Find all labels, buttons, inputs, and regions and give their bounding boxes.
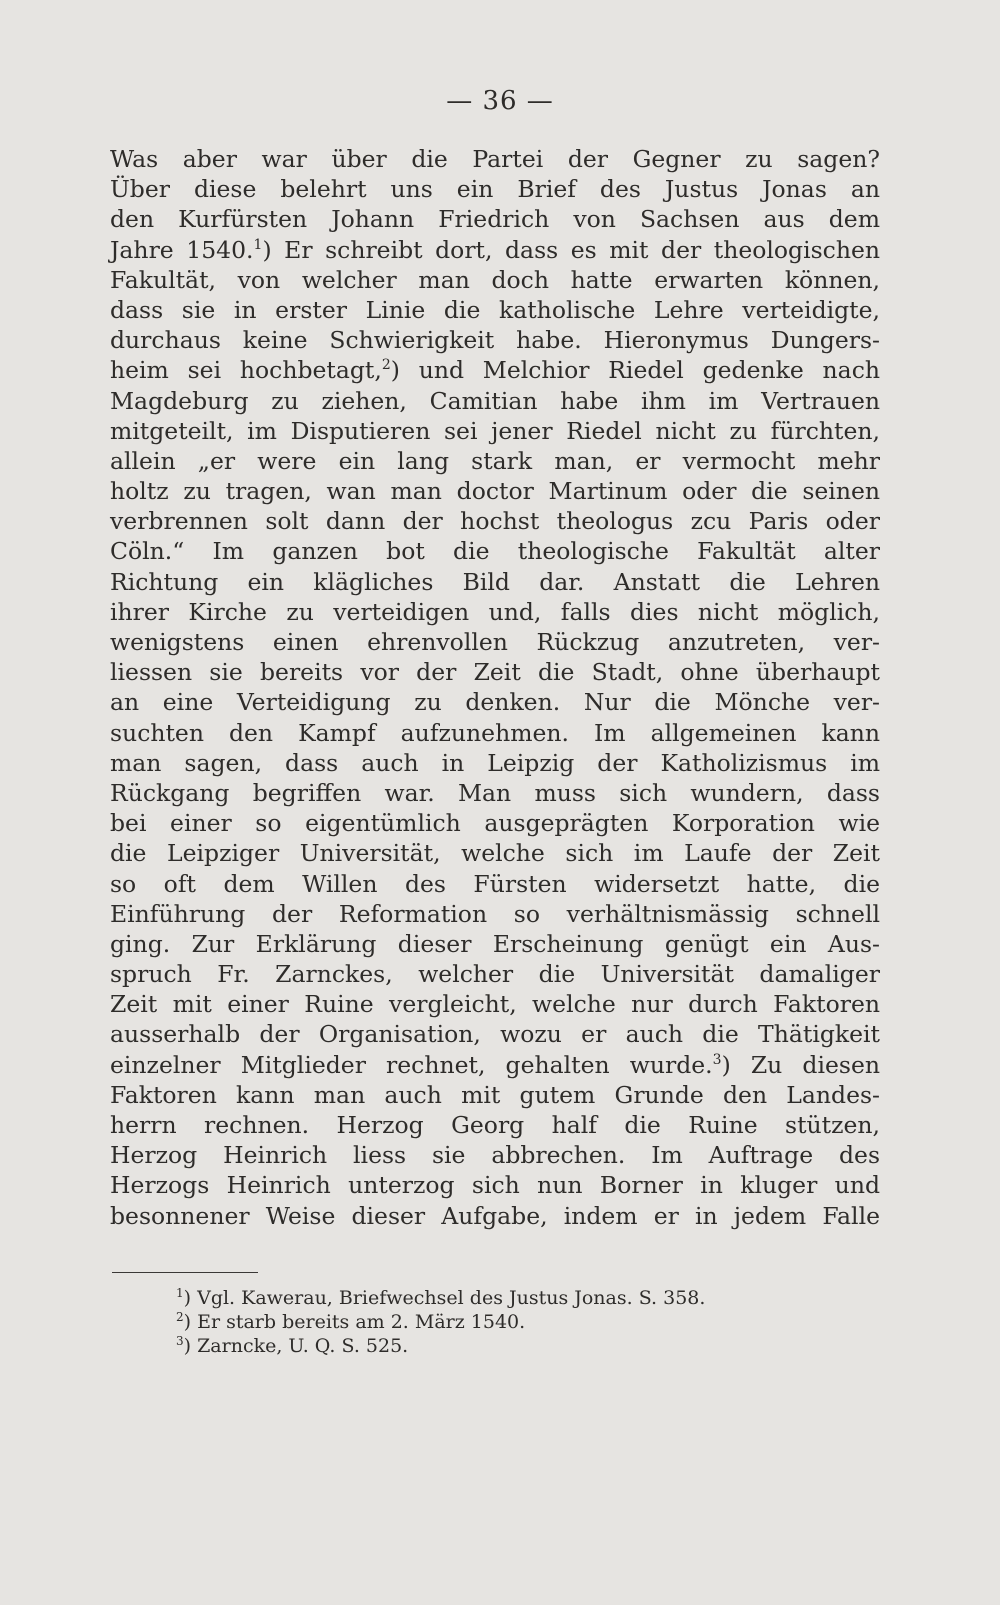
text-line — [110, 174, 880, 204]
text-line — [110, 446, 880, 476]
line-text: Richtung ein klägliches Bild dar. Anstatt die Lehren — [110, 567, 880, 596]
line-text: liessen sie bereits vor der Zeit die Stadt, ohne überhaupt — [110, 658, 880, 687]
text-line — [110, 808, 880, 838]
line-text: Jahre 1540. — [110, 235, 254, 264]
text-line — [110, 506, 880, 536]
text-line — [110, 748, 880, 778]
line-text: Magdeburg zu ziehen, Camitian habe ihm im Vertrauen — [110, 386, 880, 415]
footnote-text: ) Er starb bereits am 2. März 1540. — [183, 1311, 526, 1333]
text-line — [110, 144, 880, 174]
line-text: Herzog Heinrich liess sie abbrechen. Im Auftrage des — [110, 1141, 880, 1170]
text-line — [110, 1170, 880, 1200]
line-text: dass sie in erster Linie die katholische Lehre verteidigte, — [110, 295, 880, 324]
line-text: so oft dem Willen des Fürsten widersetzt hatte, die — [110, 869, 880, 898]
line-text: die Leipziger Universität, welche sich im Laufe der Zeit — [110, 839, 880, 868]
footnotes — [176, 1286, 876, 1358]
line-text: verbrennen solt dann der hochst theologus zcu Paris oder — [110, 507, 880, 536]
line-text: ) und Melchior Riedel gedenke nach — [390, 356, 880, 385]
text-line — [110, 476, 880, 506]
text-line — [110, 718, 880, 748]
text-line — [110, 899, 880, 929]
line-text: Was aber war über die Partei der Gegner zu sagen? — [110, 145, 880, 173]
line-text: den Kurfürsten Johann Friedrich von Sachsen aus dem — [110, 205, 880, 234]
line-text: Rückgang begriffen war. Man muss sich wundern, dass — [110, 778, 880, 807]
text-line — [110, 204, 880, 234]
footnote-text: ) Zarncke, U. Q. S. 525. — [183, 1335, 409, 1357]
text-line — [110, 1140, 880, 1170]
line-text: Über diese belehrt uns ein Brief des Justus Jonas an — [110, 175, 880, 204]
line-text: Herzogs Heinrich unterzog sich nun Borner in kluger und — [110, 1171, 880, 1200]
line-text: ) Er schreibt dort, dass es mit der theologischen — [262, 235, 881, 264]
page-number: — 36 — — [446, 86, 554, 116]
line-text: holtz zu tragen, wan man doctor Martinum oder die seinen — [110, 477, 880, 506]
footnote-mark: 1 — [176, 1286, 184, 1300]
text-line — [110, 627, 880, 657]
line-text: wenigstens einen ehrenvollen Rückzug anzutreten, ver- — [110, 628, 880, 656]
text-line — [110, 386, 880, 416]
text-line — [110, 869, 880, 899]
text-line — [110, 536, 880, 566]
text-line — [110, 959, 880, 989]
text-line — [110, 687, 880, 717]
text-line — [110, 235, 880, 265]
footnote-mark: 3 — [176, 1334, 184, 1348]
text-line — [110, 989, 880, 1019]
line-text: an eine Verteidigung zu denken. Nur die Mönche ver- — [110, 688, 880, 717]
text-line — [110, 657, 880, 687]
line-text: heim sei hochbetagt, — [110, 356, 382, 385]
text-line — [110, 355, 880, 385]
text-line — [110, 295, 880, 325]
line-text: einzelner Mitglieder rechnet, gehalten wurde. — [110, 1050, 713, 1079]
line-text: ihrer Kirche zu verteidigen und, falls dies nicht möglich, — [110, 597, 880, 626]
text-line — [110, 838, 880, 868]
line-text: ) Zu diesen — [721, 1050, 880, 1079]
line-text: allein „er were ein lang stark man, er vermocht mehr — [110, 446, 880, 475]
footnote-divider — [112, 1272, 258, 1273]
line-text: ging. Zur Erklärung dieser Erscheinung genügt ein Aus- — [110, 929, 880, 958]
line-text: mitgeteilt, im Disputieren sei jener Riedel nicht zu fürchten, — [110, 416, 880, 445]
line-text: man sagen, dass auch in Leipzig der Katholizismus im — [110, 748, 880, 777]
footnote-ref-2: 2 — [381, 357, 391, 374]
line-text: ausserhalb der Organisation, wozu er auch die Thätigkeit — [110, 1020, 880, 1049]
line-text: bei einer so eigentümlich ausgeprägten Korporation wie — [110, 809, 880, 838]
line-text: herrn rechnen. Herzog Georg half die Ruine stützen, — [110, 1111, 880, 1139]
text-line — [110, 929, 880, 959]
text-line — [110, 1080, 880, 1110]
text-line — [110, 325, 880, 355]
footnote — [176, 1334, 876, 1358]
footnote — [176, 1286, 876, 1310]
text-line — [110, 1050, 880, 1080]
line-text: Einführung der Reformation so verhältnismässig schnell — [110, 899, 880, 928]
line-text: Zeit mit einer Ruine vergleicht, welche nur durch Faktoren — [110, 990, 880, 1019]
text-line — [110, 1019, 880, 1049]
footnote — [176, 1310, 876, 1334]
line-text: Cöln.“ Im ganzen bot die theologische Fakultät alter — [110, 537, 880, 566]
line-text: suchten den Kampf aufzunehmen. Im allgemeinen kann — [110, 718, 880, 747]
line-text: besonnener Weise dieser Aufgabe, indem er in jedem Falle — [110, 1201, 880, 1230]
text-line — [110, 778, 880, 808]
text-line — [110, 1201, 880, 1231]
line-text: Faktoren kann man auch mit gutem Grunde den Landes- — [110, 1080, 880, 1109]
footnote-ref-3: 3 — [712, 1051, 722, 1068]
footnote-ref-1: 1 — [253, 236, 263, 253]
text-line — [110, 416, 880, 446]
line-text: Fakultät, von welcher man doch hatte erwarten können, — [110, 265, 880, 294]
body-text — [110, 144, 880, 1231]
text-line — [110, 265, 880, 295]
line-text: durchaus keine Schwierigkeit habe. Hieronymus Dungers- — [110, 326, 880, 355]
footnote-mark: 2 — [176, 1310, 184, 1324]
text-line — [110, 597, 880, 627]
line-text: spruch Fr. Zarnckes, welcher die Universität damaliger — [110, 960, 880, 989]
text-line — [110, 567, 880, 597]
footnote-text: ) Vgl. Kawerau, Briefwechsel des Justus Jonas. S. 358. — [183, 1287, 706, 1309]
text-line — [110, 1110, 880, 1140]
